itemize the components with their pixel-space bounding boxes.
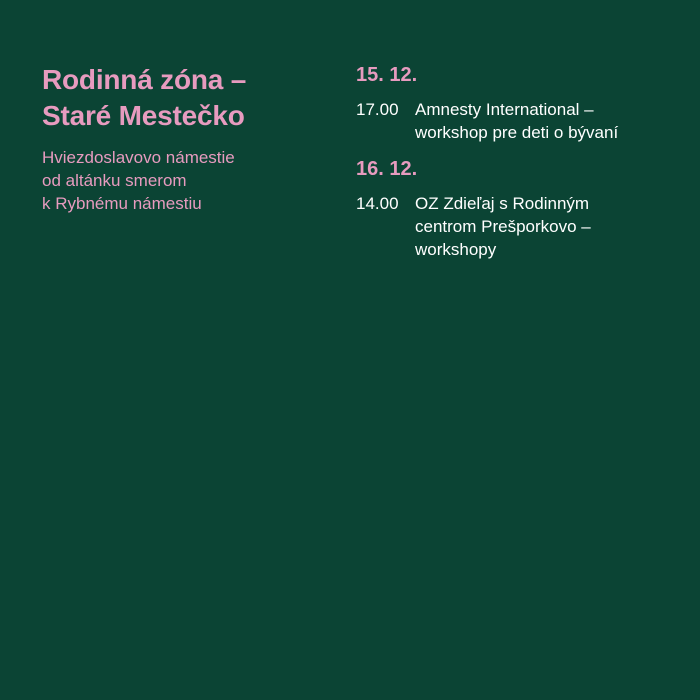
- event-description-line: OZ Zdieľaj s Rodinným: [415, 194, 590, 213]
- schedule-date: 15. 12.: [356, 64, 418, 86]
- location-line: k Rybnému námestiu: [42, 194, 202, 213]
- schedule: [356, 62, 686, 273]
- event-description-line: centrom Prešporkovo –: [415, 217, 591, 236]
- schedule-event: [356, 192, 686, 261]
- zone-location: [42, 146, 332, 215]
- location-line: Hviezdoslavovo námestie: [42, 148, 235, 167]
- schedule-date: 16. 12.: [356, 158, 418, 180]
- schedule-day: [356, 156, 686, 261]
- event-description-line: Amnesty International –: [415, 100, 594, 119]
- schedule-event: [356, 98, 686, 144]
- event-description-line: workshop pre deti o bývaní: [415, 123, 619, 142]
- location-line: od altánku smerom: [42, 171, 187, 190]
- event-time: 17.00: [356, 100, 399, 119]
- event-description: [415, 192, 686, 261]
- event-time: 14.00: [356, 194, 399, 213]
- zone-title-line: Staré Mestečko: [42, 100, 245, 131]
- event-description-line: workshopy: [415, 240, 497, 259]
- zone-info: [42, 62, 332, 215]
- zone-title: [42, 62, 332, 134]
- schedule-day: [356, 62, 686, 144]
- zone-title-line: Rodinná zóna –: [42, 64, 247, 95]
- event-description: [415, 98, 686, 144]
